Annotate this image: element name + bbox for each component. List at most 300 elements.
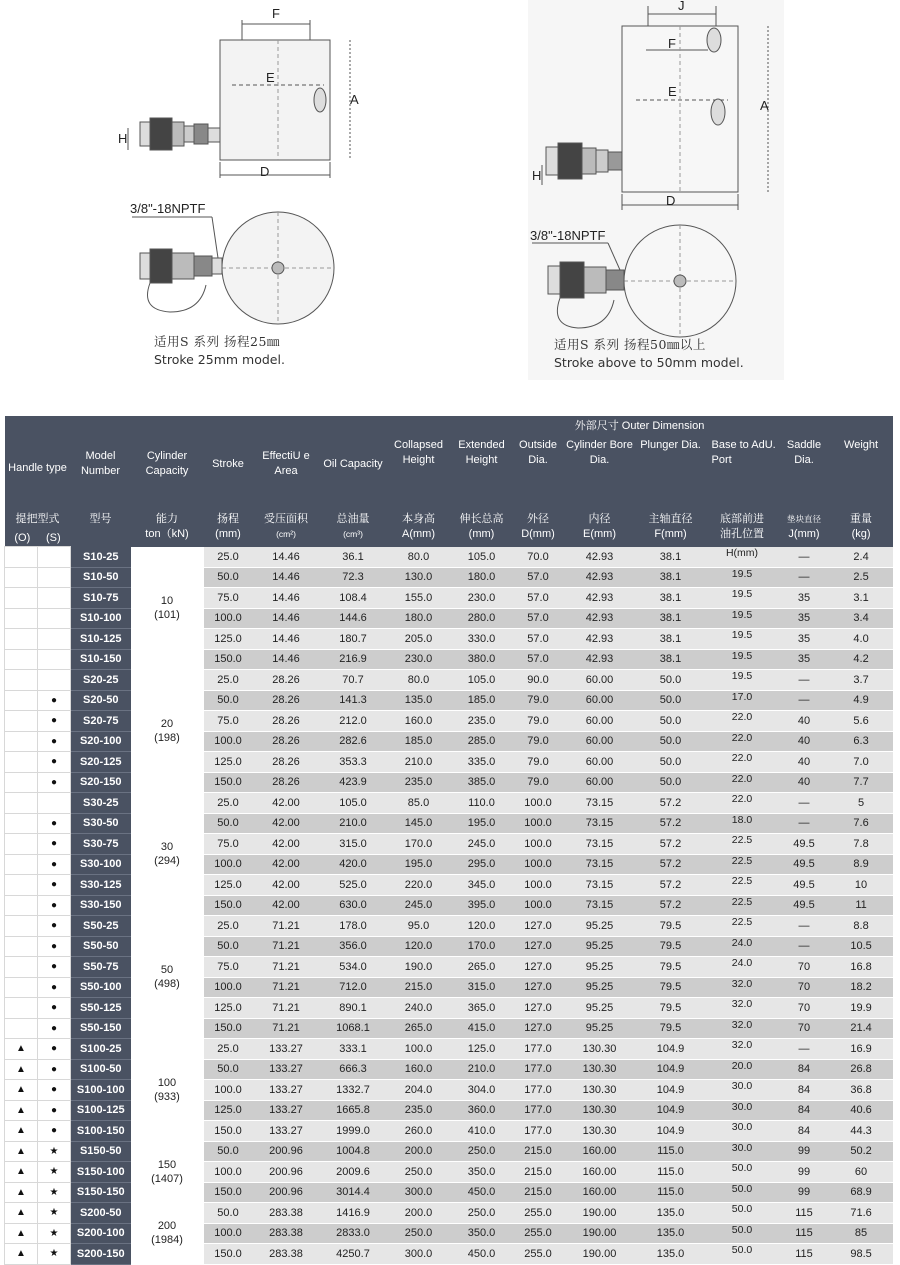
model-cell: S50-150 — [71, 1018, 131, 1039]
stroke-cell: 50.0 — [204, 690, 253, 711]
bore-cell: 130.30 — [564, 1059, 636, 1080]
saddle-cell: 84 — [779, 1080, 830, 1101]
port-cn-1: 底部前进 — [720, 513, 764, 525]
stroke-cell: 100.0 — [204, 1080, 253, 1101]
header-capacity-cn — [131, 512, 204, 547]
handle-s-mark: ● — [38, 1080, 71, 1101]
bore-cell: 130.30 — [564, 1080, 636, 1101]
extended-cell: 285.0 — [451, 731, 513, 752]
model-cell: S20-25 — [71, 670, 131, 691]
capacity-kn: (498) — [154, 978, 180, 990]
saddle-cell: 49.5 — [779, 854, 830, 875]
handle-s-mark: ● — [38, 977, 71, 998]
outside-cell: 57.0 — [513, 567, 564, 588]
header-extended: Extended Height — [451, 436, 513, 512]
plunger-cell: 57.2 — [636, 813, 706, 834]
outside-cell: 255.0 — [513, 1203, 564, 1224]
area-cn-1: 受压面积 — [264, 513, 308, 525]
area-cell: 283.38 — [253, 1244, 320, 1265]
port-cell: 22.5 — [706, 875, 779, 896]
collapsed-cell: 210.0 — [387, 752, 451, 773]
weight-cell: 10 — [830, 875, 893, 896]
weight-cell: 3.4 — [830, 608, 893, 629]
handle-s-mark — [38, 670, 71, 691]
extended-cell: 230.0 — [451, 588, 513, 609]
stroke-cell: 25.0 — [204, 916, 253, 937]
handle-o-mark: ▲ — [5, 1203, 38, 1224]
handle-s-mark: ★ — [38, 1203, 71, 1224]
oil-cell: 105.0 — [320, 793, 387, 814]
model-cell: S100-25 — [71, 1039, 131, 1060]
capacity-kn: (1984) — [151, 1234, 183, 1247]
outside-cell: 79.0 — [513, 772, 564, 793]
extended-cell: 110.0 — [451, 793, 513, 814]
bore-cell: 42.93 — [564, 629, 636, 650]
plunger-cell: 135.0 — [636, 1244, 706, 1265]
header-area-cn — [253, 512, 320, 547]
outside-cell: 100.0 — [513, 793, 564, 814]
plunger-cell: 38.1 — [636, 629, 706, 650]
plunger-cell: 57.2 — [636, 895, 706, 916]
weight-cell: 21.4 — [830, 1018, 893, 1039]
handle-s-mark: ● — [38, 1039, 71, 1060]
weight-cell: 5.6 — [830, 711, 893, 732]
model-cell: S150-100 — [71, 1162, 131, 1183]
header-bore: Cylinder Bore Dia. — [564, 436, 636, 512]
collapsed-cell: 250.0 — [387, 1162, 451, 1183]
handle-o-mark — [5, 670, 38, 691]
port-cell: 22.0 — [706, 711, 779, 732]
capacity-ton: 50 — [160, 964, 174, 976]
oil-cell: 666.3 — [320, 1059, 387, 1080]
handle-s-mark: ● — [38, 916, 71, 937]
collapsed-cell: 95.0 — [387, 916, 451, 937]
table-body — [5, 547, 893, 1265]
handle-s-mark — [38, 567, 71, 588]
capacity-ton: 200 — [157, 1220, 177, 1233]
header-model: Model Number — [71, 416, 131, 512]
port-cell: 50.0 — [706, 1203, 779, 1224]
collapsed-cell: 200.0 — [387, 1203, 451, 1224]
diagram-stroke-25 — [110, 0, 359, 380]
saddle-cell: — — [779, 813, 830, 834]
port-cell: 22.5 — [706, 834, 779, 855]
header-port-cn — [706, 512, 779, 547]
outside-cell: 70.0 — [513, 547, 564, 568]
model-cell: S50-75 — [71, 957, 131, 978]
area-cell: 14.46 — [253, 547, 320, 568]
bore-cell: 60.00 — [564, 670, 636, 691]
weight-cell: 8.9 — [830, 854, 893, 875]
handle-s-mark: ★ — [38, 1244, 71, 1265]
bore-cell: 60.00 — [564, 690, 636, 711]
extended-cell: 120.0 — [451, 916, 513, 937]
capacity-cell — [131, 1203, 204, 1265]
extended-cell: 335.0 — [451, 752, 513, 773]
stroke-cn-2: (mm) — [215, 528, 241, 540]
table-row — [5, 1203, 893, 1224]
oil-cell: 1068.1 — [320, 1018, 387, 1039]
handle-s-mark — [38, 608, 71, 629]
outside-cell: 100.0 — [513, 813, 564, 834]
saddle-cell: — — [779, 793, 830, 814]
collapsed-cell: 235.0 — [387, 772, 451, 793]
weight-cell: 4.9 — [830, 690, 893, 711]
stroke-cell: 75.0 — [204, 957, 253, 978]
collapsed-cell: 265.0 — [387, 1018, 451, 1039]
port-cell: 22.5 — [706, 854, 779, 875]
outside-cell: 215.0 — [513, 1141, 564, 1162]
handle-o-mark — [5, 957, 38, 978]
capacity-ton: 100 — [157, 1076, 177, 1089]
weight-cell: 19.9 — [830, 998, 893, 1019]
handle-o-mark — [5, 608, 38, 629]
model-cell: S10-150 — [71, 649, 131, 670]
handle-s-mark — [38, 588, 71, 609]
handle-o-mark — [5, 936, 38, 957]
model-cell: S100-100 — [71, 1080, 131, 1101]
header-saddle-cn — [779, 512, 830, 547]
saddle-cell: 40 — [779, 752, 830, 773]
stroke-cell: 50.0 — [204, 1203, 253, 1224]
plunger-cell: 135.0 — [636, 1203, 706, 1224]
weight-cell: 8.8 — [830, 916, 893, 937]
plunger-cell: 104.9 — [636, 1039, 706, 1060]
handle-o-mark: ▲ — [5, 1039, 38, 1060]
caption-en-right: Stroke above to 50mm model. — [554, 355, 744, 370]
label-thread: 3/8"-18NPTF — [130, 201, 206, 216]
saddle-cell: 70 — [779, 957, 830, 978]
outside-cell: 57.0 — [513, 608, 564, 629]
saddle-cell: — — [779, 916, 830, 937]
area-cell: 42.00 — [253, 813, 320, 834]
capacity-kn: (1407) — [151, 1172, 183, 1185]
plunger-cell: 38.1 — [636, 567, 706, 588]
collapsed-cell: 135.0 — [387, 690, 451, 711]
handle-o-mark — [5, 567, 38, 588]
plunger-cell: 104.9 — [636, 1059, 706, 1080]
bore-cell: 160.00 — [564, 1162, 636, 1183]
port-cell: 30.0 — [706, 1121, 779, 1142]
extended-cell: 315.0 — [451, 977, 513, 998]
handle-s-mark: ● — [38, 895, 71, 916]
handle-s-mark: ● — [38, 1100, 71, 1121]
capacity-kn: (933) — [154, 1090, 180, 1103]
extended-cell: 280.0 — [451, 608, 513, 629]
port-cell: 32.0 — [706, 1039, 779, 1060]
model-cell: S30-100 — [71, 854, 131, 875]
header-stroke: Stroke — [204, 416, 253, 512]
area-cell: 133.27 — [253, 1100, 320, 1121]
header-handle-cn — [5, 512, 71, 547]
saddle-cell: 70 — [779, 998, 830, 1019]
table-row — [5, 547, 893, 568]
model-cell: S50-50 — [71, 936, 131, 957]
model-cell: S200-50 — [71, 1203, 131, 1224]
weight-cell: 10.5 — [830, 936, 893, 957]
port-cell: 24.0 — [706, 936, 779, 957]
saddle-cell: 115 — [779, 1203, 830, 1224]
weight-cell: 7.7 — [830, 772, 893, 793]
port-cell: 30.0 — [706, 1080, 779, 1101]
port-cell: H(mm) — [706, 547, 779, 568]
collapsed-cell: 190.0 — [387, 957, 451, 978]
handle-o-mark — [5, 731, 38, 752]
model-cell: S150-150 — [71, 1182, 131, 1203]
bore-cell: 42.93 — [564, 588, 636, 609]
stroke-cell: 50.0 — [204, 813, 253, 834]
collapsed-cn-2: A(mm) — [402, 528, 435, 540]
handle-o-mark: ▲ — [5, 1141, 38, 1162]
saddle-cell: — — [779, 690, 830, 711]
extended-cell: 345.0 — [451, 875, 513, 896]
stroke-cell: 50.0 — [204, 567, 253, 588]
port-cell: 30.0 — [706, 1141, 779, 1162]
plunger-cell: 104.9 — [636, 1121, 706, 1142]
plunger-cell: 50.0 — [636, 752, 706, 773]
port-cell: 22.5 — [706, 916, 779, 937]
plunger-cell: 57.2 — [636, 854, 706, 875]
extended-cell: 380.0 — [451, 649, 513, 670]
area-cell: 14.46 — [253, 629, 320, 650]
saddle-cell: 49.5 — [779, 834, 830, 855]
stroke-cell: 150.0 — [204, 1244, 253, 1265]
handle-s-mark: ● — [38, 1121, 71, 1142]
saddle-cell: 99 — [779, 1141, 830, 1162]
area-cell: 71.21 — [253, 977, 320, 998]
area-cell: 71.21 — [253, 916, 320, 937]
handle-s-mark: ● — [38, 936, 71, 957]
area-cell: 42.00 — [253, 875, 320, 896]
plunger-cell: 79.5 — [636, 916, 706, 937]
saddle-cell: 40 — [779, 711, 830, 732]
capacity-ton: 30 — [160, 841, 174, 853]
handle-o-mark: ▲ — [5, 1223, 38, 1244]
handle-s-mark: ● — [38, 854, 71, 875]
outside-cell: 177.0 — [513, 1100, 564, 1121]
saddle-cell: 40 — [779, 772, 830, 793]
collapsed-cell: 100.0 — [387, 1039, 451, 1060]
model-cell: S10-25 — [71, 547, 131, 568]
stroke-cell: 25.0 — [204, 670, 253, 691]
extended-cell: 395.0 — [451, 895, 513, 916]
stroke-cell: 150.0 — [204, 1018, 253, 1039]
bore-cell: 73.15 — [564, 875, 636, 896]
oil-cell: 1332.7 — [320, 1080, 387, 1101]
handle-o-label: (O) — [14, 532, 31, 544]
extended-cell: 105.0 — [451, 670, 513, 691]
collapsed-cell: 195.0 — [387, 854, 451, 875]
collapsed-cell: 205.0 — [387, 629, 451, 650]
collapsed-cell: 80.0 — [387, 547, 451, 568]
extended-cn-2: (mm) — [468, 528, 495, 540]
bore-cell: 42.93 — [564, 649, 636, 670]
stroke-cell: 50.0 — [204, 1141, 253, 1162]
weight-cell: 16.8 — [830, 957, 893, 978]
saddle-cn-2: J(mm) — [788, 528, 820, 540]
weight-cell: 68.9 — [830, 1182, 893, 1203]
handle-s-mark: ● — [38, 711, 71, 732]
collapsed-cell: 160.0 — [387, 1059, 451, 1080]
label-d: D — [666, 193, 676, 208]
stroke-cell: 150.0 — [204, 895, 253, 916]
handle-o-mark — [5, 998, 38, 1019]
port-cell: 22.5 — [706, 895, 779, 916]
weight-cell: 4.0 — [830, 629, 893, 650]
stroke-cell: 50.0 — [204, 1059, 253, 1080]
port-cell: 19.5 — [706, 567, 779, 588]
handle-s-label: (S) — [45, 532, 61, 544]
saddle-cell: 115 — [779, 1223, 830, 1244]
cylinder-drawing-left — [110, 0, 359, 380]
table-header — [5, 416, 893, 547]
saddle-cell: — — [779, 670, 830, 691]
plunger-cell: 50.0 — [636, 670, 706, 691]
area-cn-2: (cm²) — [276, 529, 296, 539]
oil-cell: 144.6 — [320, 608, 387, 629]
area-cell: 133.27 — [253, 1080, 320, 1101]
handle-o-mark — [5, 629, 38, 650]
bore-cell: 73.15 — [564, 813, 636, 834]
handle-o-mark: ▲ — [5, 1059, 38, 1080]
collapsed-cell: 120.0 — [387, 936, 451, 957]
outside-cell: 57.0 — [513, 588, 564, 609]
port-cell: 17.0 — [706, 690, 779, 711]
area-cell: 71.21 — [253, 1018, 320, 1039]
outside-cell: 127.0 — [513, 916, 564, 937]
oil-cell: 423.9 — [320, 772, 387, 793]
handle-o-mark: ▲ — [5, 1100, 38, 1121]
saddle-cell: — — [779, 936, 830, 957]
bore-cell: 60.00 — [564, 752, 636, 773]
bore-cell: 95.25 — [564, 957, 636, 978]
handle-s-mark: ● — [38, 690, 71, 711]
model-cell: S100-125 — [71, 1100, 131, 1121]
oil-cell: 353.3 — [320, 752, 387, 773]
outside-cell: 255.0 — [513, 1223, 564, 1244]
area-cell: 14.46 — [253, 649, 320, 670]
extended-cell: 235.0 — [451, 711, 513, 732]
handle-s-mark: ● — [38, 834, 71, 855]
handle-o-mark — [5, 813, 38, 834]
stroke-cell: 125.0 — [204, 1100, 253, 1121]
plunger-cell: 115.0 — [636, 1141, 706, 1162]
extended-cell: 450.0 — [451, 1182, 513, 1203]
port-cell: 18.0 — [706, 813, 779, 834]
plunger-cell: 57.2 — [636, 793, 706, 814]
stroke-cell: 150.0 — [204, 649, 253, 670]
saddle-cell: 35 — [779, 588, 830, 609]
area-cell: 14.46 — [253, 608, 320, 629]
handle-s-mark: ● — [38, 752, 71, 773]
area-cell: 133.27 — [253, 1121, 320, 1142]
plunger-cell: 79.5 — [636, 957, 706, 978]
handle-s-mark: ● — [38, 875, 71, 896]
plunger-cell: 79.5 — [636, 977, 706, 998]
header-weight: Weight — [830, 436, 893, 512]
extended-cell: 350.0 — [451, 1162, 513, 1183]
area-cell: 133.27 — [253, 1059, 320, 1080]
port-cell: 30.0 — [706, 1100, 779, 1121]
oil-cell: 1665.8 — [320, 1100, 387, 1121]
label-f: F — [272, 6, 280, 21]
handle-o-mark — [5, 875, 38, 896]
stroke-cell: 25.0 — [204, 547, 253, 568]
outside-cn-1: 外径 — [527, 513, 549, 525]
saddle-cell: 40 — [779, 731, 830, 752]
oil-cell: 216.9 — [320, 649, 387, 670]
bore-cell: 73.15 — [564, 793, 636, 814]
header-capacity: Cylinder Capacity — [131, 416, 204, 512]
handle-s-mark — [38, 629, 71, 650]
area-cell: 71.21 — [253, 957, 320, 978]
handle-s-mark: ● — [38, 998, 71, 1019]
collapsed-cn-1: 本身高 — [402, 513, 435, 525]
saddle-cell: — — [779, 567, 830, 588]
extended-cell: 350.0 — [451, 1223, 513, 1244]
collapsed-cell: 260.0 — [387, 1121, 451, 1142]
oil-cell: 2009.6 — [320, 1162, 387, 1183]
capacity-cell — [131, 916, 204, 1039]
capacity-ton: 20 — [160, 718, 174, 730]
handle-o-mark — [5, 772, 38, 793]
plunger-cn-2: F(mm) — [654, 528, 687, 540]
collapsed-cell: 80.0 — [387, 670, 451, 691]
outside-cell: 177.0 — [513, 1121, 564, 1142]
model-cell: S30-150 — [71, 895, 131, 916]
bore-cell: 190.00 — [564, 1203, 636, 1224]
outside-cell: 127.0 — [513, 977, 564, 998]
handle-o-mark — [5, 1018, 38, 1039]
stroke-cell: 100.0 — [204, 731, 253, 752]
header-handle: Handle type — [5, 416, 71, 512]
bore-cell: 130.30 — [564, 1039, 636, 1060]
weight-cell: 7.8 — [830, 834, 893, 855]
saddle-cell: 35 — [779, 629, 830, 650]
bore-cell: 95.25 — [564, 998, 636, 1019]
plunger-cell: 79.5 — [636, 998, 706, 1019]
area-cell: 42.00 — [253, 793, 320, 814]
handle-s-mark — [38, 547, 71, 568]
stroke-cell: 125.0 — [204, 752, 253, 773]
port-cell: 50.0 — [706, 1182, 779, 1203]
port-cell: 32.0 — [706, 1018, 779, 1039]
header-outside: Outside Dia. — [513, 436, 564, 512]
table-row — [5, 916, 893, 937]
saddle-cell: 49.5 — [779, 895, 830, 916]
collapsed-cell: 230.0 — [387, 649, 451, 670]
handle-s-mark: ★ — [38, 1141, 71, 1162]
header-outside-cn — [513, 512, 564, 547]
extended-cell: 245.0 — [451, 834, 513, 855]
model-cell: S10-125 — [71, 629, 131, 650]
model-cell: S20-150 — [71, 772, 131, 793]
extended-cell: 295.0 — [451, 854, 513, 875]
outside-cell: 177.0 — [513, 1039, 564, 1060]
plunger-cell: 79.5 — [636, 936, 706, 957]
plunger-cell: 50.0 — [636, 772, 706, 793]
weight-cell: 5 — [830, 793, 893, 814]
table-row — [5, 670, 893, 691]
area-cell: 283.38 — [253, 1203, 320, 1224]
outside-cell: 127.0 — [513, 957, 564, 978]
saddle-cell: 35 — [779, 608, 830, 629]
collapsed-cell: 245.0 — [387, 895, 451, 916]
label-thread: 3/8"-18NPTF — [530, 228, 606, 243]
caption-en-left: Stroke 25mm model. — [154, 352, 285, 367]
weight-cn-2: (kg) — [851, 528, 871, 540]
saddle-cell: — — [779, 547, 830, 568]
